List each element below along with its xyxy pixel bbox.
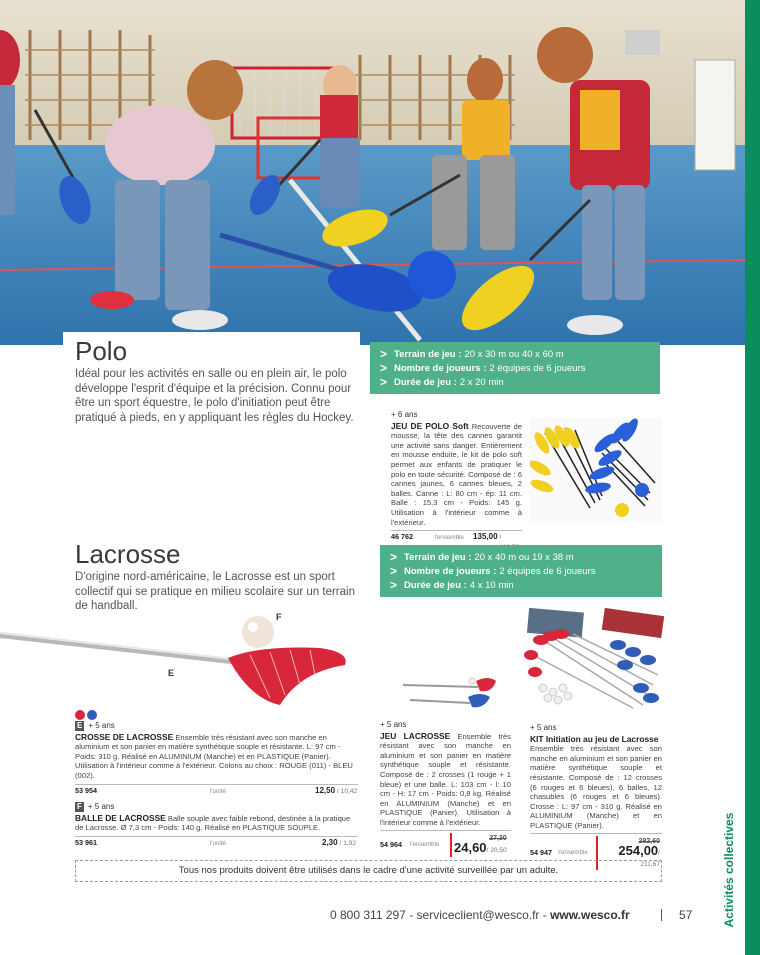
product-text: KIT Initiation au jeu de Lacrosse Ensemble très résistant avec son manche en aluminium et son panier en matière synthétique souple et résistante. Composé de : 12 crosses (6 rouges et 6 bleues), 6 balles, 12 chasubles (6 rouges et 6 bleues). Crosse : L: 97 cm - 310 g. Réalisé en ALUMINIUM (Manche) et en PLASTIQUE (Panier). bbox=[530, 733, 662, 830]
age-label: + 5 ans bbox=[530, 723, 557, 732]
blue-swatch bbox=[87, 710, 97, 720]
info-row: > Terrain de jeu : 20 x 40 m ou 19 x 38 m bbox=[390, 550, 574, 564]
age-label: + 5 ans bbox=[380, 720, 407, 729]
info-row: > Terrain de jeu : 20 x 30 m ou 40 x 60 m bbox=[380, 347, 564, 361]
info-row: > Nombre de joueurs : 2 équipes de 6 joueurs bbox=[390, 564, 596, 578]
info-row: > Durée de jeu : 4 x 10 min bbox=[390, 578, 514, 592]
polo-description: Idéal pour les activités en salle ou en plein air, le polo développe l'esprit d'équipe et la précision. Connu pour être un sport équestre, le polo d'initiation peut être pratiqué à pieds, en y appliquant les règles du Hockey. bbox=[75, 368, 354, 424]
polo-product-image bbox=[530, 418, 662, 523]
price-line: 53 954 l'unité 12,50 / 10,42 bbox=[75, 785, 358, 795]
info-row: > Durée de jeu : 2 x 20 min bbox=[380, 375, 504, 389]
side-accent-band bbox=[745, 0, 760, 955]
chevron-right-icon: > bbox=[380, 347, 388, 361]
page-number: 57 bbox=[679, 908, 693, 922]
age-label: + 6 ans bbox=[391, 410, 418, 419]
lacrosse-stick-illustration bbox=[0, 610, 365, 710]
chevron-right-icon: > bbox=[380, 375, 388, 389]
hero-photo bbox=[0, 0, 745, 345]
safety-disclaimer: Tous nos produits doivent être utilisés dans le cadre d'une activité surveillée par un adulte. bbox=[75, 860, 662, 882]
product-text: BALLE DE LACROSSE Balle souple avec faible rebond, destinée à la pratique de Lacrosse. Ø 7,3 cm - Poids: 140 g. Réalisé en PLASTIQUE SOUPLE. bbox=[75, 812, 351, 833]
product-crosse-lacrosse bbox=[75, 721, 358, 796]
age-label: E + 5 ans bbox=[77, 721, 115, 730]
product-polo-soft bbox=[391, 410, 522, 552]
lacrosse-title: Lacrosse bbox=[75, 539, 181, 569]
footer-phone[interactable]: 0 800 311 297 bbox=[330, 908, 406, 922]
promo-price: 27,30 24,60/ 20,50 bbox=[450, 833, 509, 857]
kit-lacrosse-image bbox=[523, 600, 670, 718]
product-text: JEU LACROSSE Ensemble très résistant avec son manche en aluminium et son panier en matière synthétique souple et résistante. Composé de : 2 crosses (1 rouge + 1 bleue) et une balle. L: 103 cm - l: 10 cm - H: 17 cm - Poids: 0,8 kg. Réalisé en ALUMINIUM (Manche) et en PLASTIQUE (Panier). Utilisation à l'intérieur comme à l'extérieur. bbox=[380, 730, 511, 827]
red-swatch bbox=[75, 710, 85, 720]
chevron-right-icon: > bbox=[380, 361, 388, 375]
chevron-right-icon: > bbox=[390, 564, 398, 578]
product-balle-lacrosse bbox=[75, 802, 358, 848]
product-text: JEU DE POLO Soft Recouverte de mousse, la tête des cannes garantit une activité sans danger. Entièrement en mousse enduite, le kit de polo soft permet aux enfants de pratiquer le polo en toute sécurité. Composé de : 6 cannes jaunes, 6 cannes bleues, 2 balles. Canne : L: 80 cm - ép: 11 cm. Balle : 15,3 cm - Poids: 145 g. Utilisation à l'intérieur comme à l'extérieur. bbox=[391, 420, 522, 527]
promo-price: 282,60 254,00/ 211,67 bbox=[596, 836, 662, 871]
lacrosse-info-box bbox=[380, 545, 662, 597]
footer-website[interactable]: www.wesco.fr bbox=[550, 908, 630, 922]
footer-divider bbox=[661, 909, 662, 921]
product-kit-lacrosse bbox=[530, 723, 662, 870]
side-category-label: Activités collectives bbox=[722, 812, 736, 928]
footer-contact: 0 800 311 297 - serviceclient@wesco.fr - www.wesco.fr bbox=[330, 908, 630, 922]
illustration-label-f: F bbox=[276, 612, 282, 622]
price-line: 53 961 l'unité 2,30 / 1,92 bbox=[75, 837, 357, 847]
illustration-label-e: E bbox=[168, 668, 175, 678]
product-text: CROSSE DE LACROSSE Ensemble très résistant avec son manche en aluminium et son panier en matière synthétique souple et résistante. L: 97 cm - Poids: 310 g. Réalisé en ALUMINIUM (Manche) et en PLASTIQUE (Panier). Utilisation à l'intérieur comme à l'extérieur. Coloris au choix : ROUGE (011) - BLEU (002). bbox=[75, 731, 353, 780]
chevron-right-icon: > bbox=[390, 550, 398, 564]
info-row: > Nombre de joueurs : 2 équipes de 6 joueurs bbox=[380, 361, 586, 375]
price-line: 54 964 l'ensemble 27,30 24,60/ 20,50 bbox=[380, 830, 511, 857]
price-line: 54 947 l'ensemble 282,60 254,00/ 211,67 bbox=[530, 833, 662, 871]
polo-title: Polo bbox=[75, 336, 128, 366]
polo-info-box bbox=[370, 342, 660, 394]
chevron-right-icon: > bbox=[390, 578, 398, 592]
lacrosse-description: D'origine nord-américaine, le Lacrosse est un sport collectif qui se pratique en milieu scolaire sur un terrain de handball. bbox=[75, 571, 355, 612]
price-line: 46 762 l'ensemble 135,00 / bbox=[391, 530, 522, 552]
product-jeu-lacrosse bbox=[380, 720, 511, 857]
footer-email[interactable]: serviceclient@wesco.fr bbox=[416, 908, 540, 922]
age-label: F + 5 ans bbox=[77, 802, 115, 811]
jeu-lacrosse-image bbox=[388, 605, 518, 715]
